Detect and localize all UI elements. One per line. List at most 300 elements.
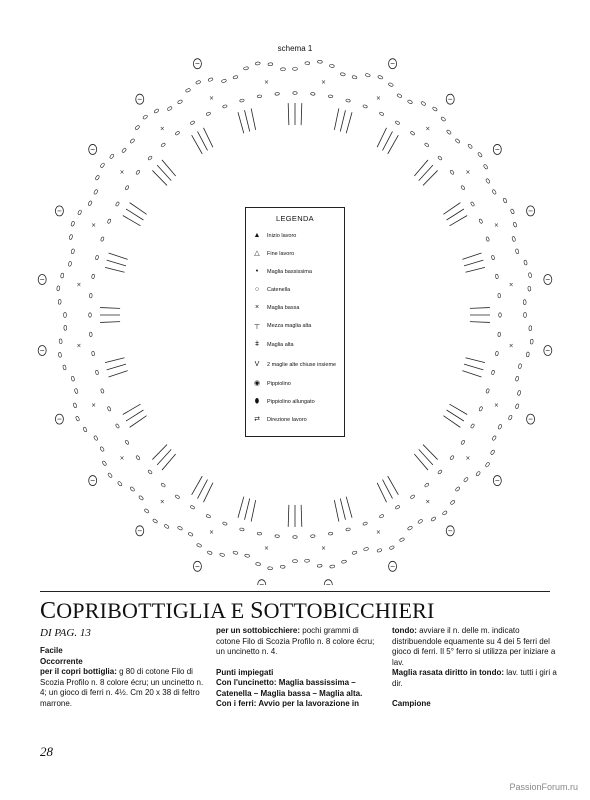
- chain-stitch: [107, 473, 112, 478]
- chain-stitch: [74, 388, 78, 393]
- chain-stitch: [510, 209, 515, 215]
- chain-stitch: [455, 486, 460, 491]
- chain-stitch: [330, 565, 335, 569]
- chain-stitch: [530, 339, 533, 344]
- legend-list: [246, 227, 344, 429]
- chain-stitch: [399, 537, 405, 542]
- chain-stitch: [57, 286, 60, 291]
- chain-stitch: [476, 471, 481, 476]
- stitch-post: [107, 260, 126, 266]
- chain-stitch: [255, 62, 260, 66]
- chain-stitch: [352, 551, 357, 555]
- chain-stitch: [491, 370, 495, 375]
- chain-stitch: [152, 518, 158, 523]
- stitch-post: [450, 404, 468, 414]
- chain-stitch: [450, 170, 455, 175]
- single-crochet: ×: [375, 529, 381, 537]
- stitch-post: [100, 322, 120, 323]
- chain-stitch: [161, 143, 166, 148]
- chain-stitch: [130, 486, 135, 491]
- chain-stitch: [515, 376, 519, 381]
- legend-item: [252, 317, 344, 335]
- chain-stitch: [95, 370, 99, 375]
- chain-stitch: [529, 326, 532, 331]
- chain-stitch: [136, 170, 141, 175]
- chain-stitch: [195, 80, 201, 85]
- chain-stitch: [492, 189, 497, 195]
- page-number: 28: [40, 744, 53, 759]
- chain-stitch: [328, 532, 333, 535]
- single-crochet: ×: [264, 79, 270, 87]
- legend-label: Catenella: [267, 286, 291, 293]
- picot-stitch: [258, 580, 266, 585]
- stitch-post: [462, 253, 481, 259]
- chain-stitch: [115, 423, 119, 428]
- chain-stitch: [378, 75, 383, 79]
- chain-stitch: [275, 535, 280, 538]
- stitch-post: [123, 215, 141, 225]
- chain-stitch: [395, 121, 400, 125]
- stitch-post: [346, 497, 352, 518]
- chain-stitch: [208, 77, 213, 81]
- column-3: tondo: avviare il n. delle m. indicato distribuendole equamente su 4 dei 5 ferri del gioco di ferri. Il 5° ferro si utilizza per iniziare a lav. Maglia rasata diritto in tondo: lav. tutti i giri a dir. Campione: [392, 626, 557, 708]
- chain-stitch: [317, 60, 322, 63]
- chain-stitch: [431, 516, 437, 521]
- chain-stitch: [442, 510, 447, 515]
- chain-stitch: [517, 390, 521, 395]
- picot-stitch: [324, 580, 332, 585]
- stitch-post: [203, 128, 212, 147]
- watermark: PassionForum.ru: [509, 782, 578, 792]
- chain-stitch: [68, 261, 72, 266]
- chain-stitch: [100, 446, 105, 452]
- chain-stitch: [268, 567, 273, 570]
- chain-stitch: [125, 185, 130, 190]
- chain-stitch: [125, 440, 130, 445]
- single-crochet: ×: [320, 79, 326, 87]
- chain-stitch: [268, 63, 273, 66]
- chain-stitch: [100, 388, 104, 393]
- chain-stitch: [75, 416, 80, 422]
- chain-stitch: [196, 543, 202, 548]
- legend-item: [252, 227, 344, 245]
- chain-stitch: [95, 255, 99, 260]
- chain-stitch: [305, 62, 310, 65]
- chain-stitch: [89, 293, 92, 298]
- chain-stitch: [257, 95, 262, 98]
- legend-item: [252, 263, 344, 281]
- chain-stitch: [89, 332, 92, 337]
- chain-stitch: [221, 79, 226, 83]
- schema-label: schema 1: [277, 44, 313, 53]
- legend-item: [252, 356, 344, 375]
- chain-stitch: [245, 554, 250, 558]
- chain-stitch: [461, 440, 466, 445]
- long-picot-icon: ⬮: [254, 397, 260, 405]
- chain-stitch: [363, 104, 368, 108]
- single-crochet: ×: [493, 401, 499, 409]
- chain-stitch: [257, 532, 262, 535]
- chain-stitch: [311, 535, 316, 538]
- chain-stitch: [503, 198, 508, 204]
- stitch-post: [346, 112, 352, 133]
- chain-stitch: [91, 351, 94, 356]
- chain-stitch: [523, 300, 526, 305]
- chain-stitch: [73, 403, 77, 408]
- stitch-post: [105, 358, 124, 363]
- chain-stitch: [71, 249, 75, 254]
- chain-stitch: [491, 255, 495, 260]
- chain-stitch: [109, 154, 114, 159]
- chain-stitch: [495, 274, 498, 279]
- chain-stitch: [135, 125, 140, 130]
- chain-stitch: [515, 404, 519, 409]
- stitch-post: [162, 160, 176, 176]
- legend-item: [252, 375, 344, 393]
- chain-stitch: [63, 365, 67, 370]
- chain-stitch: [526, 352, 530, 357]
- chain-stitch: [148, 156, 153, 161]
- arrowhead-up-icon: ▲: [253, 231, 261, 239]
- chain-stitch: [219, 553, 224, 557]
- chain-stitch: [190, 505, 195, 509]
- legend-item: [252, 335, 344, 356]
- chain-stitch: [395, 505, 400, 509]
- chain-stitch: [379, 514, 384, 518]
- chain-stitch: [363, 522, 368, 526]
- cross-icon: ×: [254, 303, 260, 311]
- chain-stitch: [346, 528, 351, 532]
- chain-stitch: [206, 514, 211, 518]
- stitch-post: [245, 110, 250, 131]
- stitch-post: [419, 165, 433, 181]
- chain-stitch: [483, 164, 488, 170]
- chain-stitch: [467, 144, 472, 149]
- single-crochet: ×: [119, 455, 125, 463]
- chain-stitch: [280, 68, 285, 71]
- stitch-post: [340, 499, 345, 520]
- stitch-post: [450, 215, 468, 225]
- legend-label: Pippiolino allungato: [267, 398, 315, 405]
- stitch-post: [203, 483, 212, 502]
- punti-heading: Punti impiegati: [216, 667, 274, 677]
- chain-stitch: [83, 427, 88, 433]
- legend-label: Maglia alta: [267, 342, 294, 349]
- chain-stitch: [410, 495, 415, 500]
- chain-stitch: [280, 565, 285, 568]
- chain-stitch: [121, 148, 126, 153]
- chain-stitch: [107, 219, 111, 224]
- stitch-post: [107, 364, 126, 370]
- single-crochet: ×: [159, 125, 165, 133]
- stitch-post: [470, 322, 490, 323]
- chain-stitch: [275, 92, 280, 95]
- chain-stitch: [328, 95, 333, 98]
- chain-stitch: [93, 189, 98, 195]
- chain-stitch: [222, 104, 227, 108]
- chain-stitch: [513, 222, 517, 227]
- single-crochet: ×: [91, 401, 97, 409]
- chain-stitch: [455, 138, 460, 143]
- picot-icon: ◉: [253, 379, 261, 387]
- single-crochet: ×: [209, 529, 215, 537]
- chain-stitch: [144, 508, 149, 513]
- chain-stitch: [485, 462, 490, 468]
- chain-stitch: [498, 424, 503, 430]
- chain-stitch: [107, 406, 111, 411]
- chain-stitch: [69, 234, 73, 239]
- stitch-post: [109, 371, 128, 377]
- chain-stitch: [207, 551, 212, 555]
- difficulty: Facile: [40, 646, 63, 655]
- chain-stitch: [154, 108, 160, 113]
- chain-stitch: [91, 274, 94, 279]
- stitch-post: [466, 358, 485, 363]
- legend-label: Fine lavoro: [267, 250, 295, 257]
- single-crochet: ×: [465, 168, 471, 176]
- stitch-post: [462, 371, 481, 377]
- chain-stitch: [528, 273, 532, 278]
- single-crochet: ×: [76, 342, 82, 350]
- campione-heading: Campione: [392, 699, 431, 708]
- legend-label: Direzione lavoro: [267, 416, 307, 423]
- chain-stitch: [64, 313, 67, 318]
- chain-stitch: [495, 351, 498, 356]
- chain-stitch: [136, 455, 141, 460]
- legend-item: [252, 393, 344, 411]
- chain-stitch: [164, 524, 170, 529]
- chain-stitch: [492, 435, 497, 441]
- chain-stitch: [293, 92, 297, 95]
- v-posts-icon: V: [254, 361, 260, 369]
- single-crochet: ×: [425, 125, 431, 133]
- chain-stitch: [388, 82, 394, 87]
- chain-stitch: [470, 201, 474, 206]
- chain-stitch: [486, 388, 490, 393]
- chain-stitch: [293, 536, 297, 539]
- legend-label: Mezza maglia alta: [267, 322, 312, 329]
- chain-stitch: [498, 332, 501, 337]
- chain-stitch: [485, 178, 490, 184]
- chain-stitch: [515, 249, 519, 254]
- stitch-post: [419, 449, 433, 465]
- chain-stitch: [340, 72, 345, 76]
- chain-stitch: [479, 406, 483, 411]
- chain-stitch: [102, 460, 107, 466]
- chain-stitch: [365, 73, 370, 77]
- chain-stitch: [77, 210, 82, 216]
- chain-stitch: [389, 545, 395, 550]
- stitch-post: [157, 165, 171, 181]
- legend-item: [252, 281, 344, 299]
- chain-stitch: [239, 99, 244, 103]
- stitch-post: [251, 108, 255, 129]
- chain-stitch: [463, 477, 468, 482]
- legend-title: LEGENDA: [276, 214, 314, 223]
- single-crochet: ×: [508, 342, 514, 350]
- stitch-post: [464, 260, 483, 266]
- chain-stitch: [60, 273, 64, 278]
- chain-stitch: [377, 548, 382, 552]
- chain-stitch: [397, 93, 403, 98]
- stitch-post: [301, 505, 302, 527]
- chain-stitch: [117, 481, 122, 486]
- stitch-post: [423, 445, 438, 460]
- chain-stitch: [407, 526, 413, 531]
- chain-stitch: [446, 129, 451, 134]
- arrowhead-outline-icon: △: [254, 249, 260, 257]
- chain-stitch: [441, 116, 446, 121]
- stitch-post: [152, 170, 167, 185]
- chain-stitch: [100, 237, 104, 242]
- chain-stitch: [190, 121, 195, 125]
- chain-stitch: [88, 200, 93, 206]
- chain-stitch: [498, 293, 501, 298]
- stitch-post: [238, 497, 244, 518]
- stitch-post: [105, 267, 124, 272]
- chain-stitch: [293, 560, 298, 563]
- chain-stitch: [407, 99, 413, 104]
- chain-stitch: [518, 364, 522, 369]
- single-crochet: ×: [209, 94, 215, 102]
- stitch-post: [423, 170, 438, 185]
- chain-stitch: [161, 483, 166, 488]
- legend-item: [252, 411, 344, 429]
- legend-item: [252, 299, 344, 317]
- chain-stitch: [130, 138, 135, 143]
- stitch-post: [466, 267, 485, 272]
- chain-stitch: [432, 106, 438, 111]
- chain-stitch: [233, 75, 238, 79]
- chain-stitch: [175, 495, 180, 500]
- chain-stitch: [329, 64, 334, 68]
- chain-stitch: [410, 131, 415, 136]
- stitch-post: [377, 128, 386, 147]
- article-subtitle: DI PAG. 13: [40, 627, 91, 639]
- chain-stitch: [450, 455, 455, 460]
- chain-stitch: [437, 470, 442, 475]
- chain-stitch: [305, 559, 310, 562]
- stitch-post: [377, 483, 386, 502]
- stitch-post: [334, 500, 338, 521]
- stitch-post: [238, 112, 244, 133]
- chain-stitch: [352, 75, 357, 79]
- column-1: Facile Occorrente per il copri bottiglia: g 80 di cotone Filo di Scozia Profilo n. 8 colore écru; un uncinetto n. 4; un gioco di ferri n. 4½. Cm 20 x 38 di feltro marrone.: [40, 646, 204, 708]
- chain-stitch: [293, 68, 298, 71]
- single-crochet: ×: [91, 222, 97, 230]
- stitch-post: [162, 454, 176, 470]
- chain-stitch: [243, 66, 248, 70]
- chain-stitch: [59, 339, 62, 344]
- stitch-post: [334, 108, 338, 129]
- chain-stitch: [486, 237, 490, 242]
- chain-stitch: [100, 163, 105, 169]
- chain-stitch: [437, 156, 442, 161]
- tall-post-icon: ǂ: [254, 341, 260, 349]
- chain-stitch: [167, 106, 173, 111]
- chain-stitch: [512, 236, 516, 241]
- stitch-post: [470, 308, 490, 309]
- chain-stitch: [93, 435, 98, 441]
- single-crochet: ×: [375, 94, 381, 102]
- chain-stitch: [524, 260, 528, 265]
- chain-stitch: [470, 423, 474, 428]
- section-rule: [40, 591, 550, 592]
- chain-stitch: [222, 522, 227, 526]
- single-crochet: ×: [264, 544, 270, 552]
- single-crochet: ×: [320, 544, 326, 552]
- legend-item: [252, 245, 344, 263]
- oval-icon: ○: [254, 285, 260, 293]
- chain-stitch: [508, 415, 513, 421]
- article-title: COPRIBOTTIGLIA E SOTTOBICCHIERI: [40, 598, 435, 624]
- chain-stitch: [177, 99, 183, 104]
- stitch-post: [100, 308, 120, 309]
- stitch-post: [301, 103, 302, 125]
- single-crochet: ×: [425, 498, 431, 506]
- single-crochet: ×: [508, 281, 514, 289]
- chain-stitch: [317, 564, 322, 567]
- stitch-post: [157, 449, 171, 465]
- chain-stitch: [417, 519, 423, 524]
- occorrente-heading: Occorrente: [40, 656, 83, 666]
- chain-stitch: [311, 92, 316, 95]
- chain-stitch: [341, 560, 346, 564]
- chain-stitch: [148, 470, 153, 475]
- chain-stitch: [233, 551, 238, 555]
- chain-stitch: [95, 175, 100, 181]
- stitch-post: [414, 160, 428, 176]
- chain-stitch: [185, 88, 191, 93]
- legend-label: Maglia bassissima: [267, 268, 312, 275]
- stitch-post: [123, 404, 141, 414]
- chain-stitch: [256, 562, 261, 566]
- legend-box: [245, 207, 345, 437]
- stitch-post: [340, 110, 345, 131]
- chain-stitch: [206, 112, 211, 116]
- direction-arrows-icon: ⇄: [254, 415, 260, 423]
- chain-stitch: [363, 547, 368, 551]
- chain-stitch: [421, 101, 427, 106]
- chain-stitch: [64, 325, 67, 330]
- single-crochet: ×: [493, 222, 499, 230]
- legend-label: Pippiolino: [267, 380, 291, 387]
- single-crochet: ×: [76, 281, 82, 289]
- legend-label: Inizio lavoro: [267, 232, 297, 239]
- chain-stitch: [379, 112, 384, 116]
- chain-stitch: [142, 114, 147, 119]
- stitch-post: [245, 499, 250, 520]
- single-crochet: ×: [119, 168, 125, 176]
- chain-stitch: [477, 152, 482, 157]
- filled-dot-icon: •: [255, 267, 259, 275]
- chain-stitch: [424, 143, 429, 148]
- stitch-post: [109, 253, 128, 259]
- chain-stitch: [450, 500, 455, 505]
- stitch-post: [288, 505, 289, 527]
- chain-stitch: [424, 483, 429, 488]
- chain-stitch: [89, 313, 92, 317]
- single-crochet: ×: [159, 498, 165, 506]
- stitch-post: [414, 454, 428, 470]
- stitch-post: [152, 445, 167, 460]
- chain-stitch: [524, 313, 527, 318]
- chain-stitch: [461, 185, 466, 190]
- chain-stitch: [499, 313, 502, 317]
- stitch-post: [464, 364, 483, 370]
- chain-stitch: [71, 221, 75, 226]
- legend-label: 2 maglie alte chiuse insieme: [267, 362, 337, 369]
